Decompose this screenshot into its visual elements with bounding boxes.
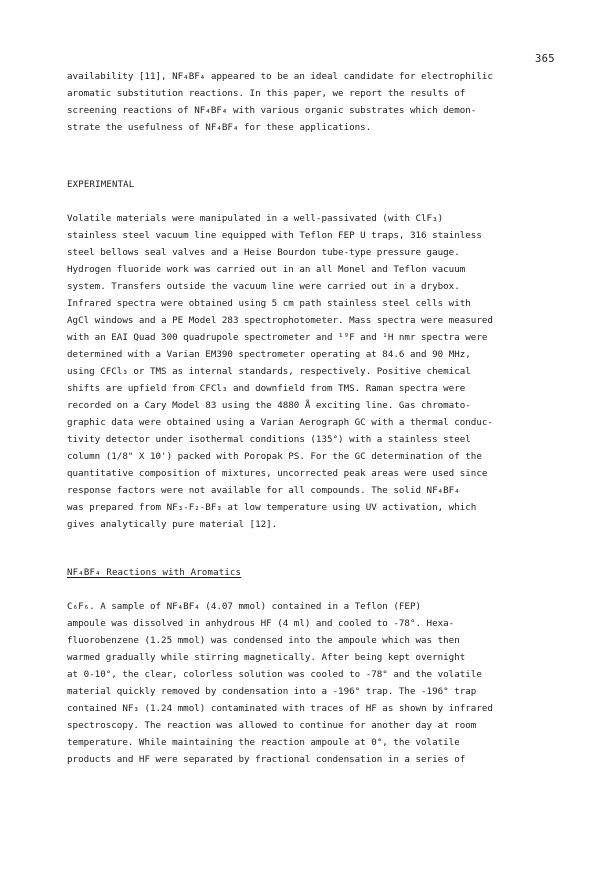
text-line: ampoule was dissolved in anhydrous HF (4 ml) and cooled to -78°. Hexa- — [67, 618, 455, 629]
text-line: spectroscopy. The reaction was allowed to continue for another day at room — [67, 720, 477, 731]
text-line: Infrared spectra were obtained using 5 cm path stainless steel cells with — [67, 298, 471, 309]
text-line: Volatile materials were manipulated in a well-passivated (with ClF₃) — [67, 213, 444, 224]
text-line: column (1/8" X 10') packed with Poropak PS. For the GC determination of the — [67, 451, 482, 462]
text-line: using CFCl₃ or TMS as internal standards, respectively. Positive chemical — [67, 366, 471, 377]
text-line: C₆F₆. A sample of NF₄BF₄ (4.07 mmol) contained in a Teflon (FEP) — [67, 601, 422, 612]
text-line: response factors were not available for all compounds. The solid NF₄BF₄ — [67, 485, 460, 496]
text-line: steel bellows seal valves and a Heise Bourdon tube-type pressure gauge. — [67, 247, 460, 258]
text-line: at 0-10°, the clear, colorless solution was cooled to -78° and the volatile — [67, 669, 482, 680]
text-line: tivity detector under isothermal conditions (135°) with a stainless steel — [67, 434, 471, 445]
text-line: recorded on a Cary Model 83 using the 4880 Å exciting line. Gas chromato- — [67, 400, 471, 411]
text-line: gives analytically pure material [12]. — [67, 519, 278, 530]
text-line: availability [11], NF₄BF₄ appeared to be an ideal candidate for electrophilic — [67, 71, 493, 82]
text-line: AgCl windows and a PE Model 283 spectrophotometer. Mass spectra were measured — [67, 315, 493, 326]
text-line: contained NF₃ (1.24 mmol) contaminated with traces of HF as shown by infrared — [67, 703, 493, 714]
text-line: Hydrogen fluoride work was carried out in an all Monel and Teflon vacuum — [67, 264, 466, 275]
text-line: shifts are upfield from CFCl₃ and downfield from TMS. Raman spectra were — [67, 383, 466, 394]
page-number: 365 — [535, 53, 555, 65]
text-line: was prepared from NF₃-F₂-BF₃ at low temperature using UV activation, which — [67, 502, 477, 513]
section-heading-reactions: NF₄BF₄ Reactions with Aromatics — [67, 568, 242, 578]
text-line: material quickly removed by condensation into a -196° trap. The -196° trap — [67, 686, 477, 697]
text-line: products and HF were separated by fractional condensation in a series of — [67, 754, 466, 765]
text-line: strate the usefulness of NF₄BF₄ for these applications. — [67, 122, 372, 133]
intro-paragraph — [67, 68, 537, 136]
text-line: quantitative composition of mixtures, uncorrected peak areas were used since — [67, 468, 488, 479]
text-line: screening reactions of NF₄BF₄ with various organic substrates which demon- — [67, 105, 477, 116]
text-line: temperature. While maintaining the reaction ampoule at 0°, the volatile — [67, 737, 460, 748]
text-line: stainless steel vacuum line equipped with Teflon FEP U traps, 316 stainless — [67, 230, 482, 241]
reactions-paragraph — [67, 598, 537, 768]
text-line: fluorobenzene (1.25 mmol) was condensed into the ampoule which was then — [67, 635, 460, 646]
text-line: with an EAI Quad 300 quadrupole spectrometer and ¹⁹F and ¹H nmr spectra were — [67, 332, 488, 343]
text-line: determined with a Varian EM390 spectrometer operating at 84.6 and 90 MHz, — [67, 349, 471, 360]
section-heading-experimental: EXPERIMENTAL — [67, 180, 135, 190]
text-line: warmed gradually while stirring magnetically. After being kept overnight — [67, 652, 466, 663]
text-line: graphic data were obtained using a Varian Aerograph GC with a thermal conduc- — [67, 417, 493, 428]
experimental-paragraph — [67, 210, 537, 533]
text-line: system. Transfers outside the vacuum line were carried out in a drybox. — [67, 281, 460, 292]
text-line: aromatic substitution reactions. In this paper, we report the results of — [67, 88, 466, 99]
